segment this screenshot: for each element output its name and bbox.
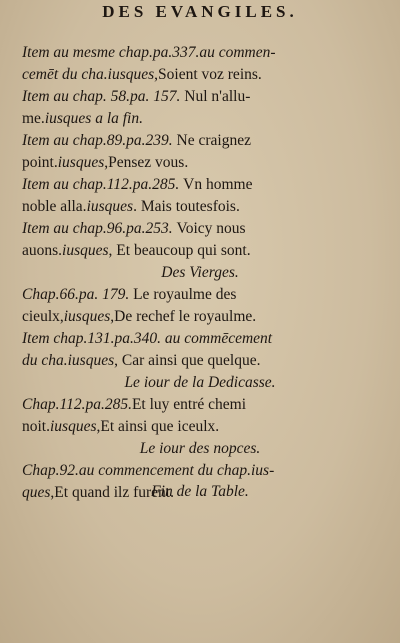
text-run: Item au chap.112.pa.285. [22, 176, 184, 193]
text-run: me. [22, 110, 45, 127]
text-run: Chap.66.pa. 179. [22, 286, 134, 303]
text-run: iusques [50, 418, 97, 435]
text-run: Item au chap.96.pa.253. [22, 220, 177, 237]
text-run: iusques [63, 308, 111, 325]
text-run: ,Et ainsi que iceulx. [96, 418, 220, 435]
text-run: ques [22, 484, 51, 501]
end-of-table-text: Fin de la Table. [151, 483, 249, 500]
table-entry-line [22, 131, 251, 151]
table-entry-line [22, 219, 246, 239]
text-run: ,Et quand ilz furent. [50, 484, 174, 501]
text-run: iusques [107, 66, 155, 83]
text-run: iusques a la fin. [44, 110, 143, 127]
table-entry-line [22, 153, 188, 173]
text-run: Item chap.131.pa.340. au commēcement [22, 330, 273, 347]
text-run: ,Pensez vous. [104, 154, 189, 171]
table-entry-line [22, 395, 246, 415]
text-run: auons. [22, 242, 63, 259]
table-entry-line [22, 175, 252, 195]
text-run: Voicy nous [176, 220, 246, 237]
text-run: Chap.112.pa.285. [22, 396, 132, 413]
text-run: Le royaulme des [133, 286, 237, 303]
text-run: point. [22, 154, 58, 171]
table-entry-line [22, 241, 251, 261]
section-heading [0, 439, 400, 459]
text-run: , Car ainsi que quelque. [114, 352, 261, 369]
text-run: Des Vierges. [161, 264, 239, 281]
text-run: ,Soient voz reins. [154, 66, 262, 83]
running-header: DES EVANGILES. [102, 2, 298, 21]
text-run: Item au chap.89.pa.239. [22, 132, 177, 149]
section-heading [0, 373, 400, 393]
text-run: iusques [57, 154, 105, 171]
text-run: iusques [62, 242, 109, 259]
text-run: Item au mesme chap.pa.337.au commen- [22, 44, 276, 61]
text-run: du cha.iusques [22, 352, 115, 369]
table-entry-line [22, 43, 276, 63]
text-run: cieulx, [22, 308, 64, 325]
section-heading [0, 263, 400, 283]
text-run: Et luy entré chemi [131, 396, 247, 413]
text-run: ,De rechef le royaulme. [110, 308, 257, 325]
table-entry-line [22, 417, 219, 437]
table-entry-line [22, 109, 143, 129]
table-entry-line [22, 65, 262, 85]
text-run: , Et beaucoup qui sont. [108, 242, 251, 259]
text-run: noit. [22, 418, 50, 435]
table-entry-line [22, 87, 250, 107]
table-entry-line [22, 197, 240, 217]
text-run: noble alla. [22, 198, 87, 215]
table-entry-line [22, 351, 261, 371]
text-run: Nul n'allu- [184, 88, 251, 105]
table-entry-line [22, 285, 236, 305]
text-run: cemēt du cha. [22, 66, 108, 83]
text-run: Vn homme [183, 176, 253, 193]
text-run: Ne craignez [176, 132, 251, 149]
text-run: Item au chap. 58.pa. 157. [22, 88, 185, 105]
text-run: Le iour des nopces. [139, 440, 261, 457]
text-run: . Mais toutesfois. [133, 198, 240, 215]
table-entry-line [22, 461, 274, 481]
text-run: Chap.92.au commencement du chap.ius- [22, 462, 275, 479]
text-run: iusques [86, 198, 134, 215]
table-entry-line [22, 329, 272, 349]
text-run: Le iour de la Dedicasse. [124, 374, 276, 391]
table-entry-line [22, 307, 256, 327]
